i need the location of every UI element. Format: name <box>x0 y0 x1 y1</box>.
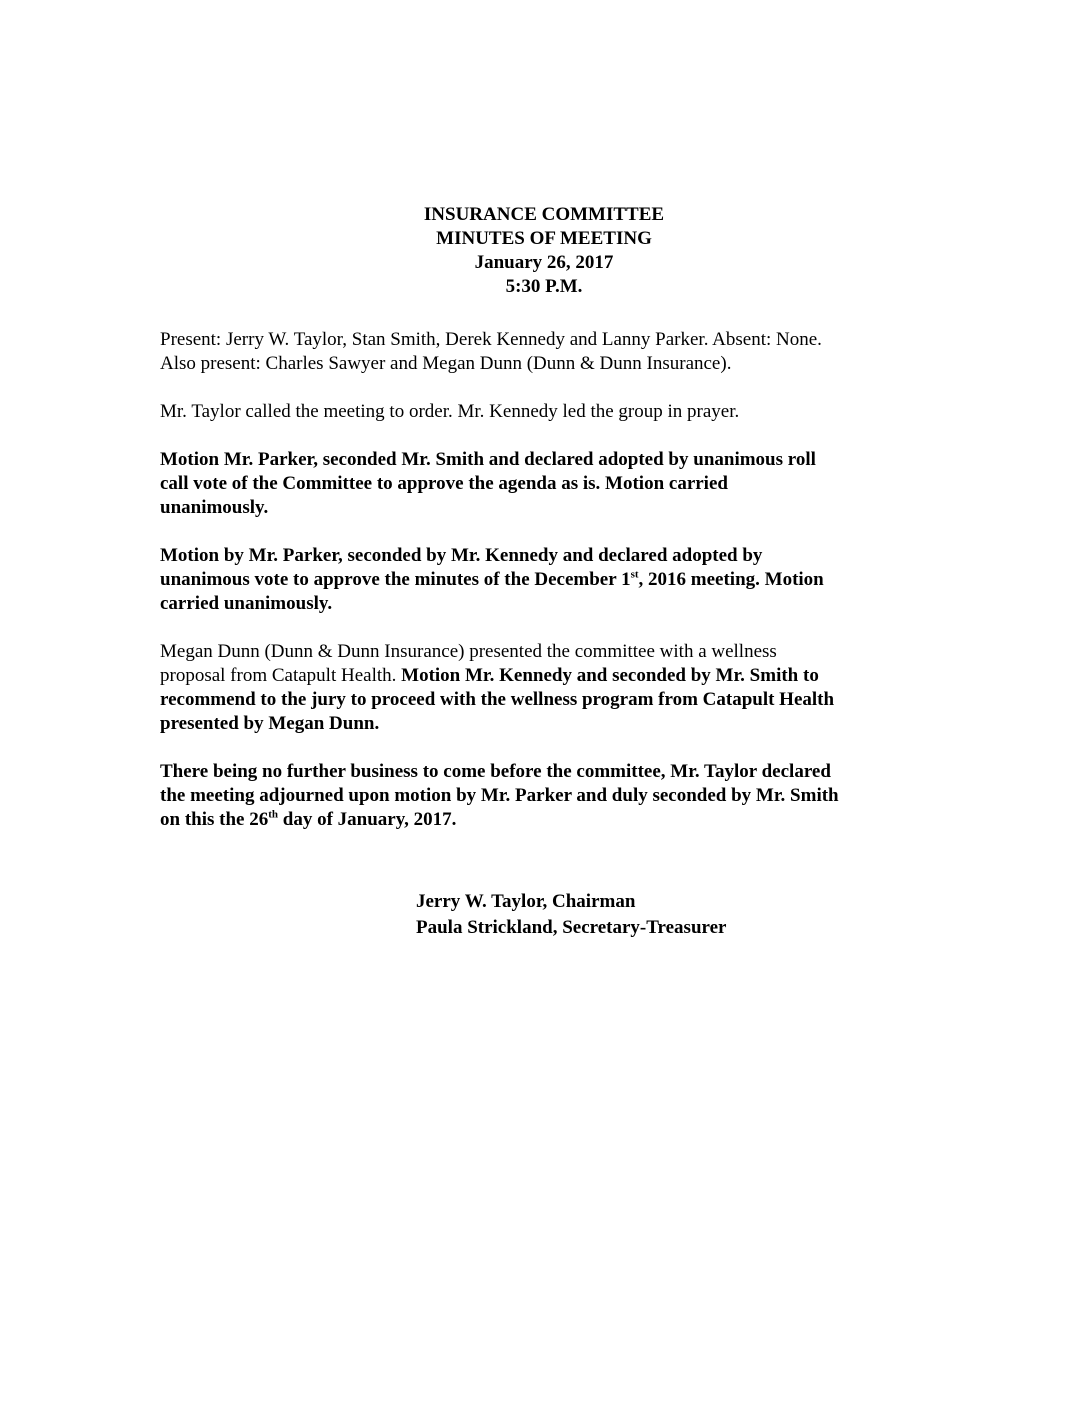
minutes-body <box>160 328 960 856</box>
meeting-time: 5:30 P.M. <box>505 276 583 297</box>
agenda-motion-line-1: Motion Mr. Parker, seconded Mr. Smith and declared adopted by unanimous roll <box>160 449 816 470</box>
minutes-motion-line-1: Motion by Mr. Parker, seconded by Mr. Kennedy and declared adopted by <box>160 545 763 566</box>
meeting-date: January 26, 2017 <box>474 252 614 273</box>
minutes-motion-line-2-rest: , 2016 meeting. Motion <box>638 569 824 590</box>
adjournment-line-3-text: on this the 26 <box>160 809 269 830</box>
wellness-paragraph <box>160 640 960 736</box>
attendance-also-present-line: Also present: Charles Sawyer and Megan Dunn (Dunn & Dunn Insurance). <box>160 353 732 374</box>
ordinal-suffix: st <box>630 568 639 581</box>
signature-block <box>416 889 726 941</box>
adjournment-line-3-rest: day of January, 2017. <box>278 809 457 830</box>
adjournment-line-3 <box>160 808 960 832</box>
wellness-line-3: recommend to the jury to proceed with the wellness program from Catapult Health <box>160 689 835 710</box>
ordinal-suffix: th <box>268 808 278 821</box>
adjournment-line-1: There being no further business to come before the committee, Mr. Taylor declared <box>160 761 831 782</box>
attendance-paragraph <box>160 328 960 376</box>
document-title: MINUTES OF MEETING <box>436 228 652 249</box>
minutes-motion-line-2-text: unanimous vote to approve the minutes of the December 1 <box>160 569 631 590</box>
chairman-signature: Jerry W. Taylor, Chairman <box>416 891 636 912</box>
wellness-line-2 <box>160 664 960 688</box>
wellness-line-4: presented by Megan Dunn. <box>160 713 380 734</box>
call-to-order-line: Mr. Taylor called the meeting to order. Mr. Kennedy led the group in prayer. <box>160 401 740 422</box>
wellness-line-1: Megan Dunn (Dunn & Dunn Insurance) presented the committee with a wellness <box>160 641 777 662</box>
wellness-motion-start: Motion Mr. Kennedy and seconded by Mr. Smith to <box>401 665 819 686</box>
minutes-motion-line-3: carried unanimously. <box>160 593 333 614</box>
committee-title: INSURANCE COMMITTEE <box>423 204 665 225</box>
minutes-motion-line-2 <box>160 568 960 592</box>
adjournment-paragraph <box>160 760 960 832</box>
attendance-present-line: Present: Jerry W. Taylor, Stan Smith, Derek Kennedy and Lanny Parker. Absent: None. <box>160 329 822 350</box>
agenda-motion-paragraph <box>160 448 960 520</box>
wellness-line-2-plain: proposal from Catapult Health. <box>160 665 402 686</box>
secretary-signature: Paula Strickland, Secretary-Treasurer <box>416 917 727 938</box>
agenda-motion-line-3: unanimously. <box>160 497 269 518</box>
adjournment-line-2: the meeting adjourned upon motion by Mr. Parker and duly seconded by Mr. Smith <box>160 785 839 806</box>
agenda-motion-line-2: call vote of the Committee to approve the agenda as is. Motion carried <box>160 473 728 494</box>
document-header <box>0 203 1088 299</box>
call-to-order-paragraph <box>160 400 960 424</box>
minutes-motion-paragraph <box>160 544 960 616</box>
